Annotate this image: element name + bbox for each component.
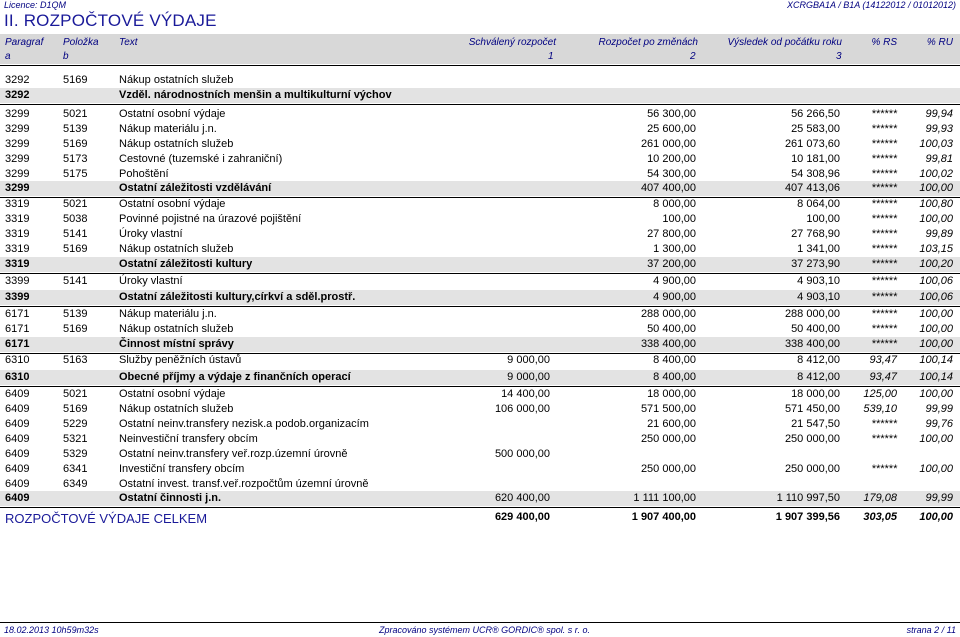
cell-vys: 288 000,00	[784, 308, 840, 320]
cell-text: Neinvestiční transfery obcím	[119, 433, 258, 445]
cell-vys: 1 110 997,50	[776, 492, 840, 504]
cell-roz: 8 400,00	[653, 371, 696, 383]
cell-par: 6171	[5, 323, 30, 335]
cell-vys: 25 583,00	[791, 123, 840, 135]
cell-pru: 100,00	[919, 323, 953, 335]
cell-roz: 407 400,00	[640, 182, 696, 194]
total-label: ROZPOČTOVÉ VÝDAJE CELKEM	[5, 511, 208, 526]
cell-roz: 338 400,00	[640, 338, 696, 350]
cell-text: Ostatní záležitosti vzdělávání	[119, 182, 272, 194]
cell-par: 6310	[5, 371, 30, 383]
footer-rule	[0, 622, 960, 623]
cell-vys: 1 341,00	[797, 243, 840, 255]
cell-vys: 8 412,00	[797, 354, 840, 366]
cell-pru: 99,93	[925, 123, 953, 135]
cell-pru: 99,89	[925, 228, 953, 240]
cell-pru: 100,00	[919, 388, 953, 400]
cell-vys: 4 903,10	[797, 291, 840, 303]
col-text: Text	[119, 37, 138, 48]
header-rule	[0, 65, 960, 66]
cell-vys: 27 768,90	[791, 228, 840, 240]
cell-prs: ******	[871, 198, 897, 210]
cell-text: Nákup ostatních služeb	[119, 323, 234, 335]
cell-roz: 4 900,00	[653, 291, 696, 303]
col-rozpocet-zmeny: Rozpočet po změnách	[598, 37, 698, 48]
cell-pol: 5175	[63, 168, 88, 180]
cell-par: 3299	[5, 182, 30, 194]
total-prs: 303,05	[863, 511, 897, 523]
cell-par: 6409	[5, 418, 30, 430]
page-title: II. ROZPOČTOVÉ VÝDAJE	[4, 11, 217, 30]
cell-text: Pohoštění	[119, 168, 169, 180]
cell-roz: 261 000,00	[640, 138, 696, 150]
cell-prs: ******	[871, 323, 897, 335]
cell-text: Vzděl. národnostních menšin a multikulturní výchov	[119, 89, 392, 101]
cell-par: 3292	[5, 89, 30, 101]
cell-roz: 27 800,00	[647, 228, 696, 240]
cell-vys: 250 000,00	[784, 463, 840, 475]
cell-prs: ******	[871, 338, 897, 350]
sub-2: 2	[690, 51, 696, 62]
cell-sch: 9 000,00	[507, 354, 550, 366]
cell-sch: 500 000,00	[494, 448, 550, 460]
subtotal-row	[0, 290, 960, 305]
cell-vys: 54 308,96	[791, 168, 840, 180]
cell-pol: 5169	[63, 323, 88, 335]
sub-a: a	[5, 51, 11, 62]
table-row	[0, 417, 960, 432]
cell-vys: 4 903,10	[797, 275, 840, 287]
cell-prs: ******	[871, 213, 897, 225]
cell-prs: ******	[871, 463, 897, 475]
cell-par: 3299	[5, 168, 30, 180]
cell-prs: ******	[871, 433, 897, 445]
cell-prs: ******	[871, 275, 897, 287]
cell-pru: 100,00	[919, 213, 953, 225]
cell-roz: 21 600,00	[647, 418, 696, 430]
cell-roz: 100,00	[662, 213, 696, 225]
cell-pol: 5321	[63, 433, 88, 445]
cell-par: 6171	[5, 308, 30, 320]
cell-prs: ******	[871, 108, 897, 120]
table-row	[0, 137, 960, 152]
footer-system: Zpracováno systémem UCR® GORDIC® spol. s r. o.	[379, 625, 590, 635]
cell-prs: ******	[871, 308, 897, 320]
cell-text: Investiční transfery obcím	[119, 463, 245, 475]
cell-prs: ******	[871, 291, 897, 303]
cell-roz: 18 000,00	[647, 388, 696, 400]
cell-vys: 571 450,00	[784, 403, 840, 415]
cell-pru: 99,99	[925, 403, 953, 415]
cell-roz: 1 111 100,00	[633, 492, 696, 504]
cell-par: 3299	[5, 153, 30, 165]
cell-pol: 5139	[63, 308, 88, 320]
subtotal-row	[0, 88, 960, 103]
cell-roz: 8 000,00	[653, 198, 696, 210]
table-row	[0, 197, 960, 212]
cell-text: Ostatní neinv.transfery veř.rozp.územní úrovně	[119, 448, 348, 460]
cell-pru: 100,14	[919, 371, 953, 383]
cell-par: 6310	[5, 354, 30, 366]
table-row	[0, 212, 960, 227]
cell-pru: 100,14	[919, 354, 953, 366]
cell-pru: 99,81	[925, 153, 953, 165]
total-pru: 100,00	[919, 511, 953, 523]
cell-pol: 5229	[63, 418, 88, 430]
cell-par: 3299	[5, 138, 30, 150]
cell-pru: 100,00	[919, 338, 953, 350]
cell-prs: ******	[871, 182, 897, 194]
cell-text: Ostatní osobní výdaje	[119, 198, 226, 210]
cell-par: 6171	[5, 338, 30, 350]
cell-pru: 100,20	[919, 258, 953, 270]
cell-pru: 100,00	[919, 433, 953, 445]
cell-pol: 5169	[63, 243, 88, 255]
cell-prs: ******	[871, 228, 897, 240]
cell-roz: 250 000,00	[640, 463, 696, 475]
cell-text: Ostatní osobní výdaje	[119, 108, 226, 120]
cell-text: Povinné pojistné na úrazové pojištění	[119, 213, 302, 225]
cell-vys: 338 400,00	[784, 338, 840, 350]
col-paragraf: Paragraf	[5, 37, 44, 48]
cell-text: Ostatní osobní výdaje	[119, 388, 226, 400]
table-row	[0, 432, 960, 447]
cell-pol: 5021	[63, 108, 88, 120]
table-row	[0, 167, 960, 182]
cell-roz: 250 000,00	[640, 433, 696, 445]
sub-3: 3	[836, 51, 842, 62]
subtotal-row	[0, 491, 960, 506]
cell-text: Nákup ostatních služeb	[119, 74, 234, 86]
cell-vys: 250 000,00	[784, 433, 840, 445]
cell-sch: 14 400,00	[501, 388, 550, 400]
subtotal-row	[0, 257, 960, 272]
cell-pol: 6341	[63, 463, 88, 475]
cell-pol: 5169	[63, 74, 88, 86]
cell-text: Ostatní záležitosti kultury	[119, 258, 253, 270]
cell-text: Činnost místní správy	[119, 338, 234, 350]
cell-vys: 100,00	[806, 213, 840, 225]
cell-prs: 125,00	[863, 388, 897, 400]
cell-par: 3299	[5, 108, 30, 120]
cell-vys: 8 064,00	[797, 198, 840, 210]
table-row	[0, 447, 960, 462]
cell-prs: 539,10	[863, 403, 897, 415]
col-polozka: Položka	[63, 37, 99, 48]
cell-pol: 5141	[63, 275, 88, 287]
sub-b: b	[63, 51, 69, 62]
sub-1: 1	[548, 51, 554, 62]
cell-par: 6409	[5, 448, 30, 460]
cell-text: Služby peněžních ústavů	[119, 354, 242, 366]
cell-vys: 10 181,00	[791, 153, 840, 165]
cell-vys: 21 547,50	[791, 418, 840, 430]
cell-vys: 407 413,06	[784, 182, 840, 194]
total-rozpocet: 1 907 400,00	[631, 511, 696, 523]
cell-vys: 261 073,60	[784, 138, 840, 150]
table-row	[0, 387, 960, 402]
cell-pol: 5021	[63, 388, 88, 400]
cell-pru: 99,94	[925, 108, 953, 120]
cell-prs: ******	[871, 138, 897, 150]
cell-par: 3292	[5, 74, 30, 86]
cell-par: 6409	[5, 463, 30, 475]
cell-prs: ******	[871, 168, 897, 180]
cell-vys: 8 412,00	[797, 371, 840, 383]
cell-pru: 99,99	[925, 492, 953, 504]
cell-pru: 103,15	[919, 243, 953, 255]
cell-vys: 56 266,50	[791, 108, 840, 120]
cell-text: Ostatní záležitosti kultury,církví a sděl.prostř.	[119, 291, 356, 303]
subtotal-row	[0, 337, 960, 352]
cell-prs: ******	[871, 243, 897, 255]
cell-roz: 25 600,00	[647, 123, 696, 135]
cell-pol: 5021	[63, 198, 88, 210]
table-row	[0, 307, 960, 322]
cell-prs: ******	[871, 153, 897, 165]
cell-text: Nákup materiálu j.n.	[119, 123, 217, 135]
cell-pol: 5163	[63, 354, 88, 366]
cell-vys: 50 400,00	[791, 323, 840, 335]
cell-roz: 571 500,00	[640, 403, 696, 415]
cell-text: Ostatní neinv.transfery nezisk.a podob.organizacím	[119, 418, 369, 430]
cell-prs: ******	[871, 418, 897, 430]
cell-pru: 99,76	[925, 418, 953, 430]
cell-pol: 5329	[63, 448, 88, 460]
cell-pru: 100,00	[919, 308, 953, 320]
subtotal-row	[0, 370, 960, 385]
cell-par: 6409	[5, 433, 30, 445]
cell-par: 3319	[5, 228, 30, 240]
cell-roz: 8 400,00	[653, 354, 696, 366]
col-prs: % RS	[871, 37, 897, 48]
cell-prs: ******	[871, 258, 897, 270]
cell-pru: 100,00	[919, 182, 953, 194]
table-row	[0, 152, 960, 167]
column-header	[0, 34, 960, 64]
col-vysledek: Výsledek od počátku roku	[727, 37, 842, 48]
cell-roz: 4 900,00	[653, 275, 696, 287]
table-row	[0, 274, 960, 289]
cell-text: Obecné příjmy a výdaje z finančních operací	[119, 371, 351, 383]
cell-roz: 1 300,00	[653, 243, 696, 255]
cell-roz: 10 200,00	[647, 153, 696, 165]
cell-pol: 5169	[63, 138, 88, 150]
cell-roz: 50 400,00	[647, 323, 696, 335]
table-row	[0, 322, 960, 337]
cell-text: Nákup ostatních služeb	[119, 138, 234, 150]
cell-pol: 5038	[63, 213, 88, 225]
cell-par: 3399	[5, 275, 30, 287]
cell-par: 3399	[5, 291, 30, 303]
cell-par: 3319	[5, 258, 30, 270]
subtotal-rule	[0, 507, 960, 508]
cell-par: 6409	[5, 492, 30, 504]
cell-text: Cestovné (tuzemské i zahraniční)	[119, 153, 283, 165]
total-schvaleny: 629 400,00	[494, 511, 550, 523]
cell-par: 3299	[5, 123, 30, 135]
footer-page: strana 2 / 11	[906, 625, 956, 635]
subtotal-row	[0, 181, 960, 196]
cell-pru: 100,06	[919, 275, 953, 287]
cell-pol: 5169	[63, 403, 88, 415]
cell-pol: 5173	[63, 153, 88, 165]
cell-prs: 179,08	[863, 492, 897, 504]
table-row	[0, 242, 960, 257]
table-row	[0, 73, 960, 88]
cell-par: 6409	[5, 388, 30, 400]
cell-text: Úroky vlastní	[119, 275, 183, 287]
grand-total-row	[0, 510, 960, 528]
cell-prs: ******	[871, 123, 897, 135]
cell-pru: 100,02	[919, 168, 953, 180]
cell-text: Úroky vlastní	[119, 228, 183, 240]
cell-par: 3319	[5, 213, 30, 225]
subtotal-rule	[0, 104, 960, 105]
cell-pru: 100,00	[919, 463, 953, 475]
cell-vys: 37 273,90	[791, 258, 840, 270]
cell-text: Nákup ostatních služeb	[119, 243, 234, 255]
report-code: XCRGBA1A / B1A (14122012 / 01012012)	[787, 0, 956, 10]
col-schvaleny: Schválený rozpočet	[468, 37, 556, 48]
cell-par: 3319	[5, 243, 30, 255]
top-info-bar	[4, 0, 956, 11]
total-vysledek: 1 907 399,56	[775, 511, 840, 523]
footer-date: 18.02.2013 10h59m32s	[4, 625, 99, 635]
table-row	[0, 477, 960, 492]
cell-vys: 18 000,00	[791, 388, 840, 400]
cell-pru: 100,03	[919, 138, 953, 150]
table-row	[0, 462, 960, 477]
cell-sch: 106 000,00	[494, 403, 550, 415]
licence-text: Licence: D1QM	[4, 0, 67, 10]
table-row	[0, 402, 960, 417]
cell-par: 6409	[5, 478, 30, 490]
cell-pol: 5139	[63, 123, 88, 135]
cell-sch: 620 400,00	[494, 492, 550, 504]
cell-pru: 100,06	[919, 291, 953, 303]
cell-text: Nákup ostatních služeb	[119, 403, 234, 415]
cell-par: 3319	[5, 198, 30, 210]
cell-prs: 93,47	[869, 371, 897, 383]
table-row	[0, 353, 960, 368]
table-row	[0, 227, 960, 242]
cell-roz: 288 000,00	[640, 308, 696, 320]
cell-pol: 6349	[63, 478, 88, 490]
cell-roz: 37 200,00	[647, 258, 696, 270]
table-row	[0, 107, 960, 122]
col-pru: % RU	[926, 37, 953, 48]
cell-text: Nákup materiálu j.n.	[119, 308, 217, 320]
cell-prs: 93,47	[869, 354, 897, 366]
cell-pru: 100,80	[919, 198, 953, 210]
cell-sch: 9 000,00	[507, 371, 550, 383]
table-row	[0, 122, 960, 137]
cell-text: Ostatní invest. transf.veř.rozpočtům územní úrovně	[119, 478, 369, 490]
cell-roz: 56 300,00	[647, 108, 696, 120]
cell-roz: 54 300,00	[647, 168, 696, 180]
cell-par: 6409	[5, 403, 30, 415]
cell-pol: 5141	[63, 228, 88, 240]
cell-text: Ostatní činnosti j.n.	[119, 492, 222, 504]
